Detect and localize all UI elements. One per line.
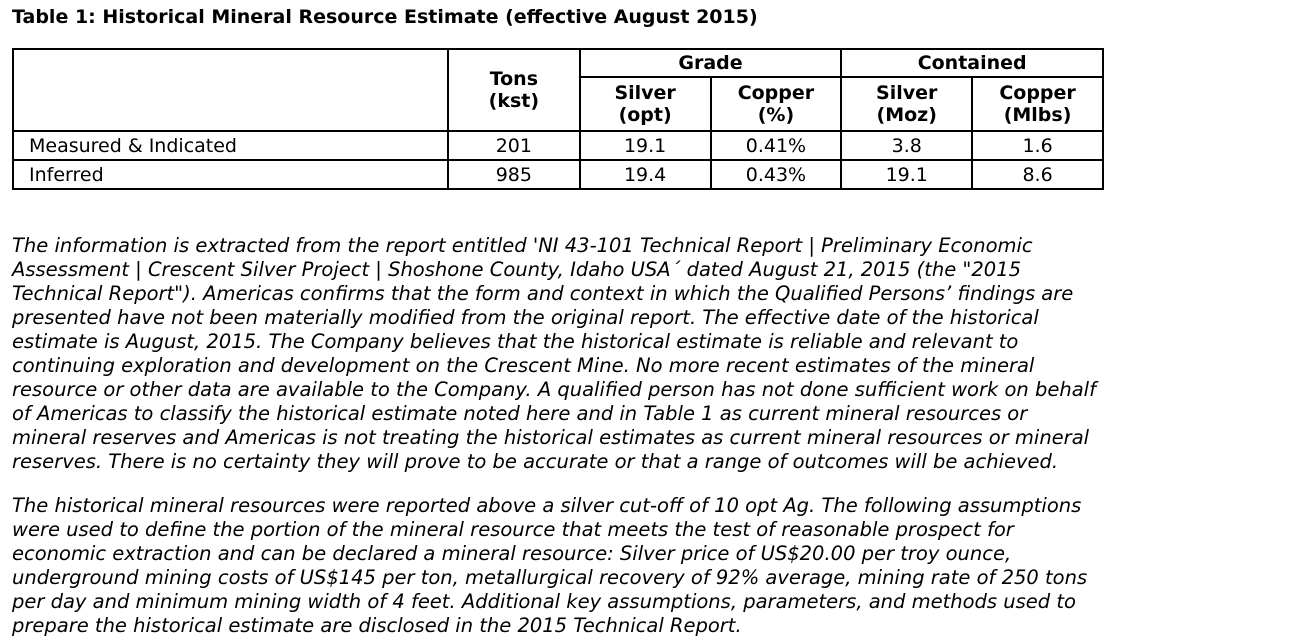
paragraph-line: Technical Report"). Americas confirms that the form and context in which the Qualified Persons’ findings are bbox=[12, 282, 1074, 305]
row-copper-grade: 0.43% bbox=[711, 160, 842, 189]
paragraph-line: mineral reserves and Americas is not treating the historical estimates as current mineral resources or mineral bbox=[12, 426, 1090, 449]
header-tons bbox=[448, 49, 580, 131]
resource-table bbox=[12, 48, 1104, 190]
header-grade-silver-label: Silver bbox=[614, 82, 676, 104]
assumptions-paragraph bbox=[12, 494, 1122, 638]
header-tons-label: Tons bbox=[489, 68, 539, 90]
table-row bbox=[13, 160, 1103, 189]
header-grade-copper-unit: (%) bbox=[757, 104, 795, 126]
header-contained-copper bbox=[972, 77, 1103, 131]
header-tons-unit: (kst) bbox=[488, 90, 540, 112]
paragraph-line: estimate is August, 2015. The Company believes that the historical estimate is reliable and relevant to bbox=[12, 330, 1019, 353]
paragraph-line: per day and minimum mining width of 4 feet. Additional key assumptions, parameters, and methods used to bbox=[12, 590, 1076, 613]
header-contained-silver-label: Silver bbox=[876, 82, 938, 104]
row-silver-contained: 19.1 bbox=[841, 160, 972, 189]
header-grade-copper bbox=[711, 77, 842, 131]
paragraph-line: continuing exploration and development on the Crescent Mine. No more recent estimates of the mineral bbox=[12, 354, 1035, 377]
table-row bbox=[13, 131, 1103, 160]
header-grade-copper-label: Copper bbox=[737, 82, 815, 104]
header-grade-silver bbox=[580, 77, 711, 131]
row-copper-contained: 8.6 bbox=[972, 160, 1103, 189]
header-contained-copper-unit: (Mlbs) bbox=[1003, 104, 1072, 126]
paragraph-line: underground mining costs of US$145 per ton, metallurgical recovery of 92% average, mining rate of 250 tons bbox=[12, 566, 1088, 589]
table-title: Table 1: Historical Mineral Resource Estimate (effective August 2015) bbox=[12, 6, 758, 28]
row-tons: 985 bbox=[448, 160, 580, 189]
header-contained-silver-unit: (Moz) bbox=[876, 104, 937, 126]
paragraph-line: of Americas to classify the historical estimate noted here and in Table 1 as current mineral resources or bbox=[12, 402, 1028, 425]
paragraph-line: economic extraction and can be declared a mineral resource: Silver price of US$20.00 per troy ounce, bbox=[12, 542, 1012, 565]
row-silver-grade: 19.4 bbox=[580, 160, 711, 189]
row-copper-contained: 1.6 bbox=[972, 131, 1103, 160]
row-tons: 201 bbox=[448, 131, 580, 160]
header-contained-copper-label: Copper bbox=[999, 82, 1076, 104]
paragraph-line: The information is extracted from the report entitled 'NI 43-101 Technical Report | Preliminary Economic bbox=[12, 234, 1033, 257]
row-copper-grade: 0.41% bbox=[711, 131, 842, 160]
header-category-blank bbox=[13, 49, 448, 131]
row-category: Inferred bbox=[13, 160, 448, 189]
disclaimer-paragraph bbox=[12, 234, 1122, 474]
paragraph-line: Assessment | Crescent Silver Project | Shoshone County, Idaho USA´ dated August 21, 2015 (the "2015 bbox=[12, 258, 1022, 281]
row-silver-contained: 3.8 bbox=[841, 131, 972, 160]
row-silver-grade: 19.1 bbox=[580, 131, 711, 160]
paragraph-line: reserves. There is no certainty they will prove to be accurate or that a range of outcomes will be achieved. bbox=[12, 450, 1059, 473]
paragraph-line: resource or other data are available to the Company. A qualified person has not done sufficient work on behalf bbox=[12, 378, 1096, 401]
header-contained-silver bbox=[841, 77, 972, 131]
header-row-groups bbox=[13, 49, 1103, 77]
header-grade: Grade bbox=[580, 49, 842, 77]
paragraph-line: prepare the historical estimate are disclosed in the 2015 Technical Report. bbox=[12, 614, 742, 637]
row-category: Measured & Indicated bbox=[13, 131, 448, 160]
paragraph-line: The historical mineral resources were reported above a silver cut-off of 10 opt Ag. The following assumptions bbox=[12, 494, 1082, 517]
paragraph-line: presented have not been materially modified from the original report. The effective date of the historical bbox=[12, 306, 1039, 329]
paragraph-line: were used to define the portion of the mineral resource that meets the test of reasonable prospect for bbox=[12, 518, 1014, 541]
header-contained: Contained bbox=[841, 49, 1103, 77]
header-grade-silver-unit: (opt) bbox=[618, 104, 672, 126]
